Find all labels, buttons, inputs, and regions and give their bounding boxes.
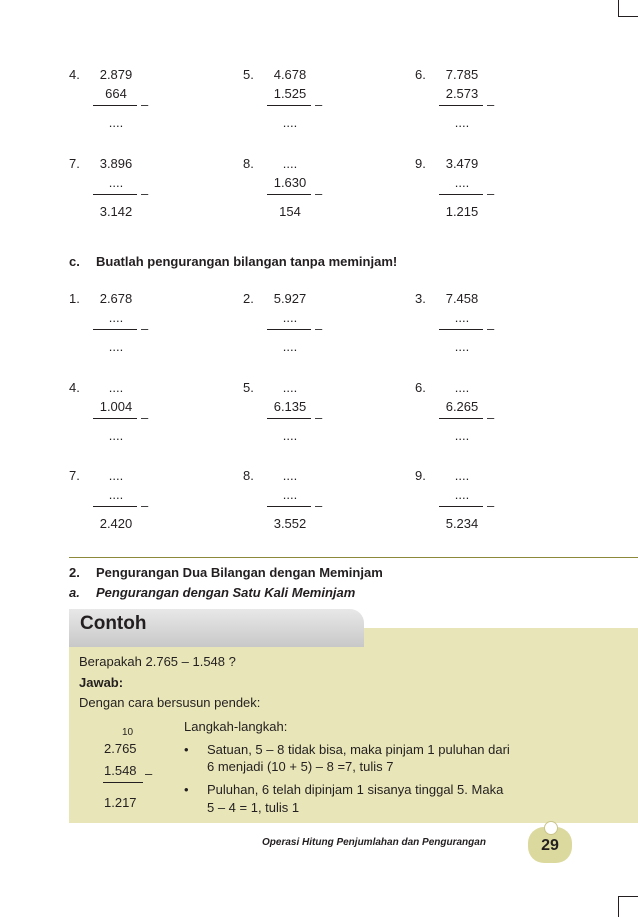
problem-result: 3.552 <box>273 516 307 531</box>
example-minus-sign: – <box>145 766 153 781</box>
problem-rule-line <box>439 506 483 507</box>
example-step1-line2: 6 menjadi (10 + 5) – 8 =7, tulis 7 <box>207 759 394 774</box>
problem-minus-sign: – <box>141 410 149 425</box>
problem-minus-sign: – <box>487 97 495 112</box>
problem-rule-line <box>93 194 137 195</box>
problem-minus-sign: – <box>315 186 323 201</box>
page-number-decoration <box>544 821 558 835</box>
section-divider <box>69 557 638 558</box>
problem-number: 5. <box>243 380 254 395</box>
problem-number: 6. <box>415 67 426 82</box>
problem-minuend: 3.896 <box>99 156 133 171</box>
example-step1-line1: Satuan, 5 – 8 tidak bisa, maka pinjam 1 puluhan dari <box>207 742 510 757</box>
problem-result: 3.142 <box>99 204 133 219</box>
problem-result: 154 <box>279 204 301 219</box>
problem-rule-line <box>439 418 483 419</box>
problem-subtrahend: .... <box>282 310 298 325</box>
example-borrow-mark: 10 <box>122 727 134 738</box>
example-question: Berapakah 2.765 – 1.548 ? <box>79 654 236 669</box>
section-2a-label: a. <box>69 585 80 600</box>
problem-rule-line <box>267 329 311 330</box>
problem-number: 2. <box>243 291 254 306</box>
problem-number: 7. <box>69 156 80 171</box>
problem-minus-sign: – <box>487 498 495 513</box>
problem-minus-sign: – <box>141 97 149 112</box>
problem-result: 5.234 <box>445 516 479 531</box>
problem-rule-line <box>93 329 137 330</box>
example-method: Dengan cara bersusun pendek: <box>79 695 261 710</box>
section-c-label: c. <box>69 254 80 269</box>
example-step1-bullet: • <box>184 742 189 757</box>
problem-number: 9. <box>415 156 426 171</box>
problem-minuend: 5.927 <box>273 291 307 306</box>
example-result: 1.217 <box>104 795 137 810</box>
problem-minuend: 3.479 <box>445 156 479 171</box>
problem-number: 6. <box>415 380 426 395</box>
problem-number: 4. <box>69 380 80 395</box>
problem-number: 7. <box>69 468 80 483</box>
footer-chapter-title: Operasi Hitung Penjumlahan dan Pengurangan <box>262 837 486 848</box>
problem-minuend: .... <box>454 380 470 395</box>
problem-minus-sign: – <box>315 498 323 513</box>
problem-minus-sign: – <box>487 321 495 336</box>
problem-result: 1.215 <box>445 204 479 219</box>
problem-minuend: 4.678 <box>273 67 307 82</box>
problem-rule-line <box>439 105 483 106</box>
problem-subtrahend: 1.004 <box>99 399 133 414</box>
problem-rule-line <box>93 105 137 106</box>
problem-subtrahend: 6.135 <box>273 399 307 414</box>
example-step2-line2: 5 – 4 = 1, tulis 1 <box>207 800 300 815</box>
problem-result: .... <box>282 428 298 443</box>
section-c-title: Buatlah pengurangan bilangan tanpa meminjam! <box>96 254 398 269</box>
problem-minuend: 2.879 <box>99 67 133 82</box>
crop-mark-top-horizontal <box>618 16 638 17</box>
example-title: Contoh <box>80 613 147 634</box>
example-answer-label: Jawab: <box>79 675 124 690</box>
problem-subtrahend: 2.573 <box>445 86 479 101</box>
problem-minuend: 7.458 <box>445 291 479 306</box>
problem-number: 4. <box>69 67 80 82</box>
problem-minuend: .... <box>108 380 124 395</box>
problem-minus-sign: – <box>487 186 495 201</box>
problem-result: 2.420 <box>99 516 133 531</box>
problem-subtrahend: .... <box>108 310 124 325</box>
problem-subtrahend: 1.630 <box>273 175 307 190</box>
crop-mark-bottom-horizontal <box>618 896 638 897</box>
problem-minus-sign: – <box>315 321 323 336</box>
problem-result: .... <box>108 115 124 130</box>
problem-minuend: 2.678 <box>99 291 133 306</box>
problem-result: .... <box>454 115 470 130</box>
problem-minus-sign: – <box>315 410 323 425</box>
problem-rule-line <box>439 329 483 330</box>
section-2-title: Pengurangan Dua Bilangan dengan Meminjam <box>96 565 383 580</box>
problem-result: .... <box>108 428 124 443</box>
problem-rule-line <box>267 506 311 507</box>
problem-subtrahend: .... <box>454 175 470 190</box>
problem-result: .... <box>108 339 124 354</box>
problem-number: 9. <box>415 468 426 483</box>
example-top-number: 2.765 <box>104 741 137 756</box>
section-2a-title: Pengurangan dengan Satu Kali Meminjam <box>96 585 356 600</box>
problem-minus-sign: – <box>487 410 495 425</box>
problem-minuend: 7.785 <box>445 67 479 82</box>
problem-subtrahend: .... <box>454 487 470 502</box>
problem-minus-sign: – <box>315 97 323 112</box>
problem-result: .... <box>282 339 298 354</box>
problem-subtrahend: 1.525 <box>273 86 307 101</box>
problem-rule-line <box>267 194 311 195</box>
example-step2-line1: Puluhan, 6 telah dipinjam 1 sisanya tinggal 5. Maka <box>207 782 504 797</box>
example-step2-bullet: • <box>184 782 189 797</box>
problem-subtrahend: .... <box>108 175 124 190</box>
problem-number: 8. <box>243 156 254 171</box>
problem-rule-line <box>93 506 137 507</box>
problem-minuend: .... <box>282 468 298 483</box>
problem-minuend: .... <box>108 468 124 483</box>
problem-rule-line <box>439 194 483 195</box>
problem-minuend: .... <box>282 380 298 395</box>
section-2-label: 2. <box>69 565 80 580</box>
problem-minuend: .... <box>282 156 298 171</box>
problem-minuend: .... <box>454 468 470 483</box>
problem-result: .... <box>454 428 470 443</box>
problem-subtrahend: .... <box>108 487 124 502</box>
problem-subtrahend: 6.265 <box>445 399 479 414</box>
problem-rule-line <box>93 418 137 419</box>
problem-result: .... <box>454 339 470 354</box>
problem-rule-line <box>267 418 311 419</box>
problem-minus-sign: – <box>141 321 149 336</box>
problem-rule-line <box>267 105 311 106</box>
problem-subtrahend: .... <box>454 310 470 325</box>
problem-minus-sign: – <box>141 186 149 201</box>
page-number: 29 <box>528 827 572 863</box>
example-result-line <box>103 782 143 783</box>
problem-number: 5. <box>243 67 254 82</box>
example-subtrahend: 1.548 <box>104 763 137 778</box>
problem-subtrahend: .... <box>282 487 298 502</box>
crop-mark-top-vertical <box>618 0 619 16</box>
problem-number: 3. <box>415 291 426 306</box>
crop-mark-bottom-vertical <box>618 896 619 917</box>
problem-number: 1. <box>69 291 80 306</box>
problem-result: .... <box>282 115 298 130</box>
problem-minus-sign: – <box>141 498 149 513</box>
problem-subtrahend: 664 <box>105 86 127 101</box>
example-steps-title: Langkah-langkah: <box>184 719 288 734</box>
problem-number: 8. <box>243 468 254 483</box>
